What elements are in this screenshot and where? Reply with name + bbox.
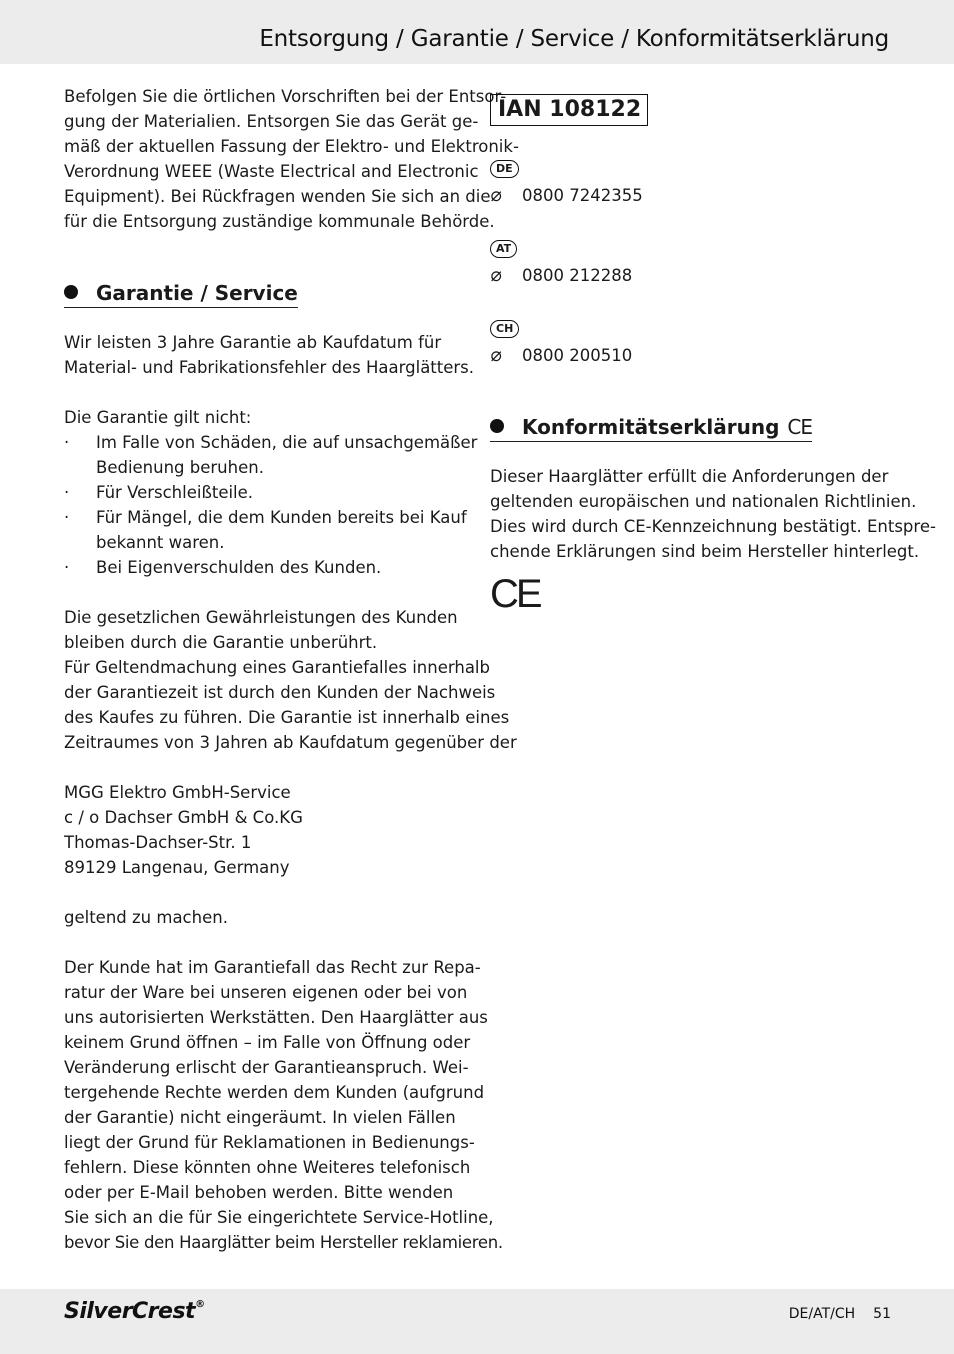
address-line: MGG Elektro GmbH-Service bbox=[64, 783, 291, 802]
conformity-heading bbox=[490, 414, 890, 442]
text-line: Verordnung WEEE (Waste Electrical and Electronic bbox=[64, 162, 479, 181]
phone-icon: ⌀ bbox=[490, 264, 502, 286]
phone-icon: ⌀ bbox=[490, 184, 502, 206]
left-column bbox=[64, 84, 519, 1255]
ce-mark-large-icon: CE bbox=[490, 572, 540, 616]
assert-text: geltend zu machen. bbox=[64, 908, 228, 927]
warranty-heading bbox=[64, 280, 464, 308]
list-item: · Für Verschleißteile. bbox=[64, 480, 464, 505]
not-valid-label: Die Garantie gilt nicht: bbox=[64, 408, 252, 427]
page-title: Entsorgung / Garantie / Service / Konformitätserklärung bbox=[259, 26, 889, 52]
text-line: Für Geltendmachung eines Garantiefalles innerhalb bbox=[64, 658, 490, 677]
warranty-heading-text: Garantie / Service bbox=[96, 281, 298, 305]
text-line: Zeitraumes von 3 Jahren ab Kaufdatum gegenüber der bbox=[64, 733, 517, 752]
list-item: · Im Falle von Schäden, die auf unsachgemäßer Bedienung beruhen. bbox=[64, 430, 464, 480]
text-line: für die Entsorgung zuständige kommunale Behörde. bbox=[64, 212, 495, 231]
right-column bbox=[490, 84, 936, 616]
conformity-paragraph bbox=[490, 464, 936, 564]
page-info bbox=[789, 1306, 891, 1322]
text-line: chende Erklärungen sind beim Hersteller hinterlegt. bbox=[490, 542, 920, 561]
text-line: bleiben durch die Garantie unberührt. bbox=[64, 633, 378, 652]
conformity-heading-text: Konformitätserklärung bbox=[522, 415, 780, 439]
text-line: mäß der aktuellen Fassung der Elektro- und Elektronik- bbox=[64, 137, 519, 156]
hotline-de bbox=[490, 154, 890, 208]
bullet-icon bbox=[64, 285, 78, 299]
warranty-intro bbox=[64, 330, 475, 380]
text-line: fehlern. Diese könnten ohne Weiteres telefonisch bbox=[64, 1158, 471, 1177]
text-line: keinem Grund öffnen – im Falle von Öffnung oder bbox=[64, 1033, 471, 1052]
ce-mark-icon: CE bbox=[787, 415, 812, 439]
hotline-at bbox=[490, 234, 890, 288]
text-line: ratur der Ware bei unseren eigenen oder bei von bbox=[64, 983, 468, 1002]
country-badge-ch: CH bbox=[490, 320, 519, 338]
text-line: der Garantiezeit ist durch den Kunden der Nachweis bbox=[64, 683, 496, 702]
text-line: der Garantie) nicht eingeräumt. In vielen Fällen bbox=[64, 1108, 456, 1127]
page-number: 51 bbox=[873, 1306, 891, 1322]
text-line: des Kaufes zu führen. Die Garantie ist innerhalb eines bbox=[64, 708, 510, 727]
list-bullet: · bbox=[64, 483, 70, 502]
address-line: 89129 Langenau, Germany bbox=[64, 858, 290, 877]
text-line: Die gesetzlichen Gewährleistungen des Kunden bbox=[64, 608, 458, 627]
locale-label: DE/AT/CH bbox=[788, 1306, 856, 1322]
brand-logo bbox=[64, 1299, 205, 1324]
text-line: Equipment). Bei Rückfragen wenden Sie sich an die bbox=[64, 187, 491, 206]
text-line: Der Kunde hat im Garantiefall das Recht zur Repa- bbox=[64, 958, 481, 977]
registered-mark: ® bbox=[195, 1299, 205, 1310]
hotline-ch bbox=[490, 314, 890, 368]
text-line: Material- und Fabrikationsfehler des Haarglätters. bbox=[64, 358, 475, 377]
text-line: tergehende Rechte werden dem Kunden (aufgrund bbox=[64, 1083, 485, 1102]
text-line: liegt der Grund für Reklamationen in Bedienungs- bbox=[64, 1133, 475, 1152]
text-line: gung der Materialien. Entsorgen Sie das Gerät ge- bbox=[64, 112, 479, 131]
text-line: Dies wird durch CE-Kennzeichnung bestätigt. Entspre- bbox=[490, 517, 936, 536]
text-line: oder per E-Mail behoben werden. Bitte wenden bbox=[64, 1183, 454, 1202]
address-line: Thomas-Dachser-Str. 1 bbox=[64, 833, 252, 852]
ian-number: IAN 108122 bbox=[490, 94, 648, 126]
text-line: Wir leisten 3 Jahre Garantie ab Kaufdatum für bbox=[64, 333, 442, 352]
hotline-phone-at: 0800 212288 bbox=[522, 266, 633, 285]
hotline-phone-ch: 0800 200510 bbox=[522, 346, 633, 365]
exclusion-list bbox=[64, 430, 478, 580]
list-bullet: · bbox=[64, 433, 70, 452]
phone-icon: ⌀ bbox=[490, 344, 502, 366]
hotline-phone-de: 0800 7242355 bbox=[522, 186, 643, 205]
list-bullet: · bbox=[64, 508, 70, 527]
brand-name: SilverCrest bbox=[64, 1299, 196, 1324]
country-badge-at: AT bbox=[490, 240, 517, 258]
text-line: uns autorisierten Werkstätten. Den Haarglätter aus bbox=[64, 1008, 488, 1027]
text-line: geltenden europäischen und nationalen Richtlinien. bbox=[490, 492, 917, 511]
repair-paragraph bbox=[64, 955, 503, 1255]
list-item: · Bei Eigenverschulden des Kunden. bbox=[64, 555, 464, 580]
text-line: Sie sich an die für Sie eingerichtete Service-Hotline, bbox=[64, 1208, 494, 1227]
address-line: c / o Dachser GmbH & Co.KG bbox=[64, 808, 303, 827]
text-line: bevor Sie den Haarglätter beim Hersteller reklamieren. bbox=[64, 1233, 503, 1252]
text-line: Befolgen Sie die örtlichen Vorschriften bei der Entsor- bbox=[64, 87, 507, 106]
disposal-paragraph bbox=[64, 84, 519, 234]
country-badge-de: DE bbox=[490, 160, 519, 178]
legal-paragraph bbox=[64, 605, 517, 755]
list-item: · Für Mängel, die dem Kunden bereits bei Kauf bekannt waren. bbox=[64, 505, 464, 555]
list-bullet: · bbox=[64, 558, 70, 577]
service-address bbox=[64, 780, 464, 880]
text-line: Dieser Haarglätter erfüllt die Anforderungen der bbox=[490, 467, 889, 486]
bullet-icon bbox=[490, 419, 504, 433]
text-line: Veränderung erlischt der Garantieanspruch. Wei- bbox=[64, 1058, 469, 1077]
